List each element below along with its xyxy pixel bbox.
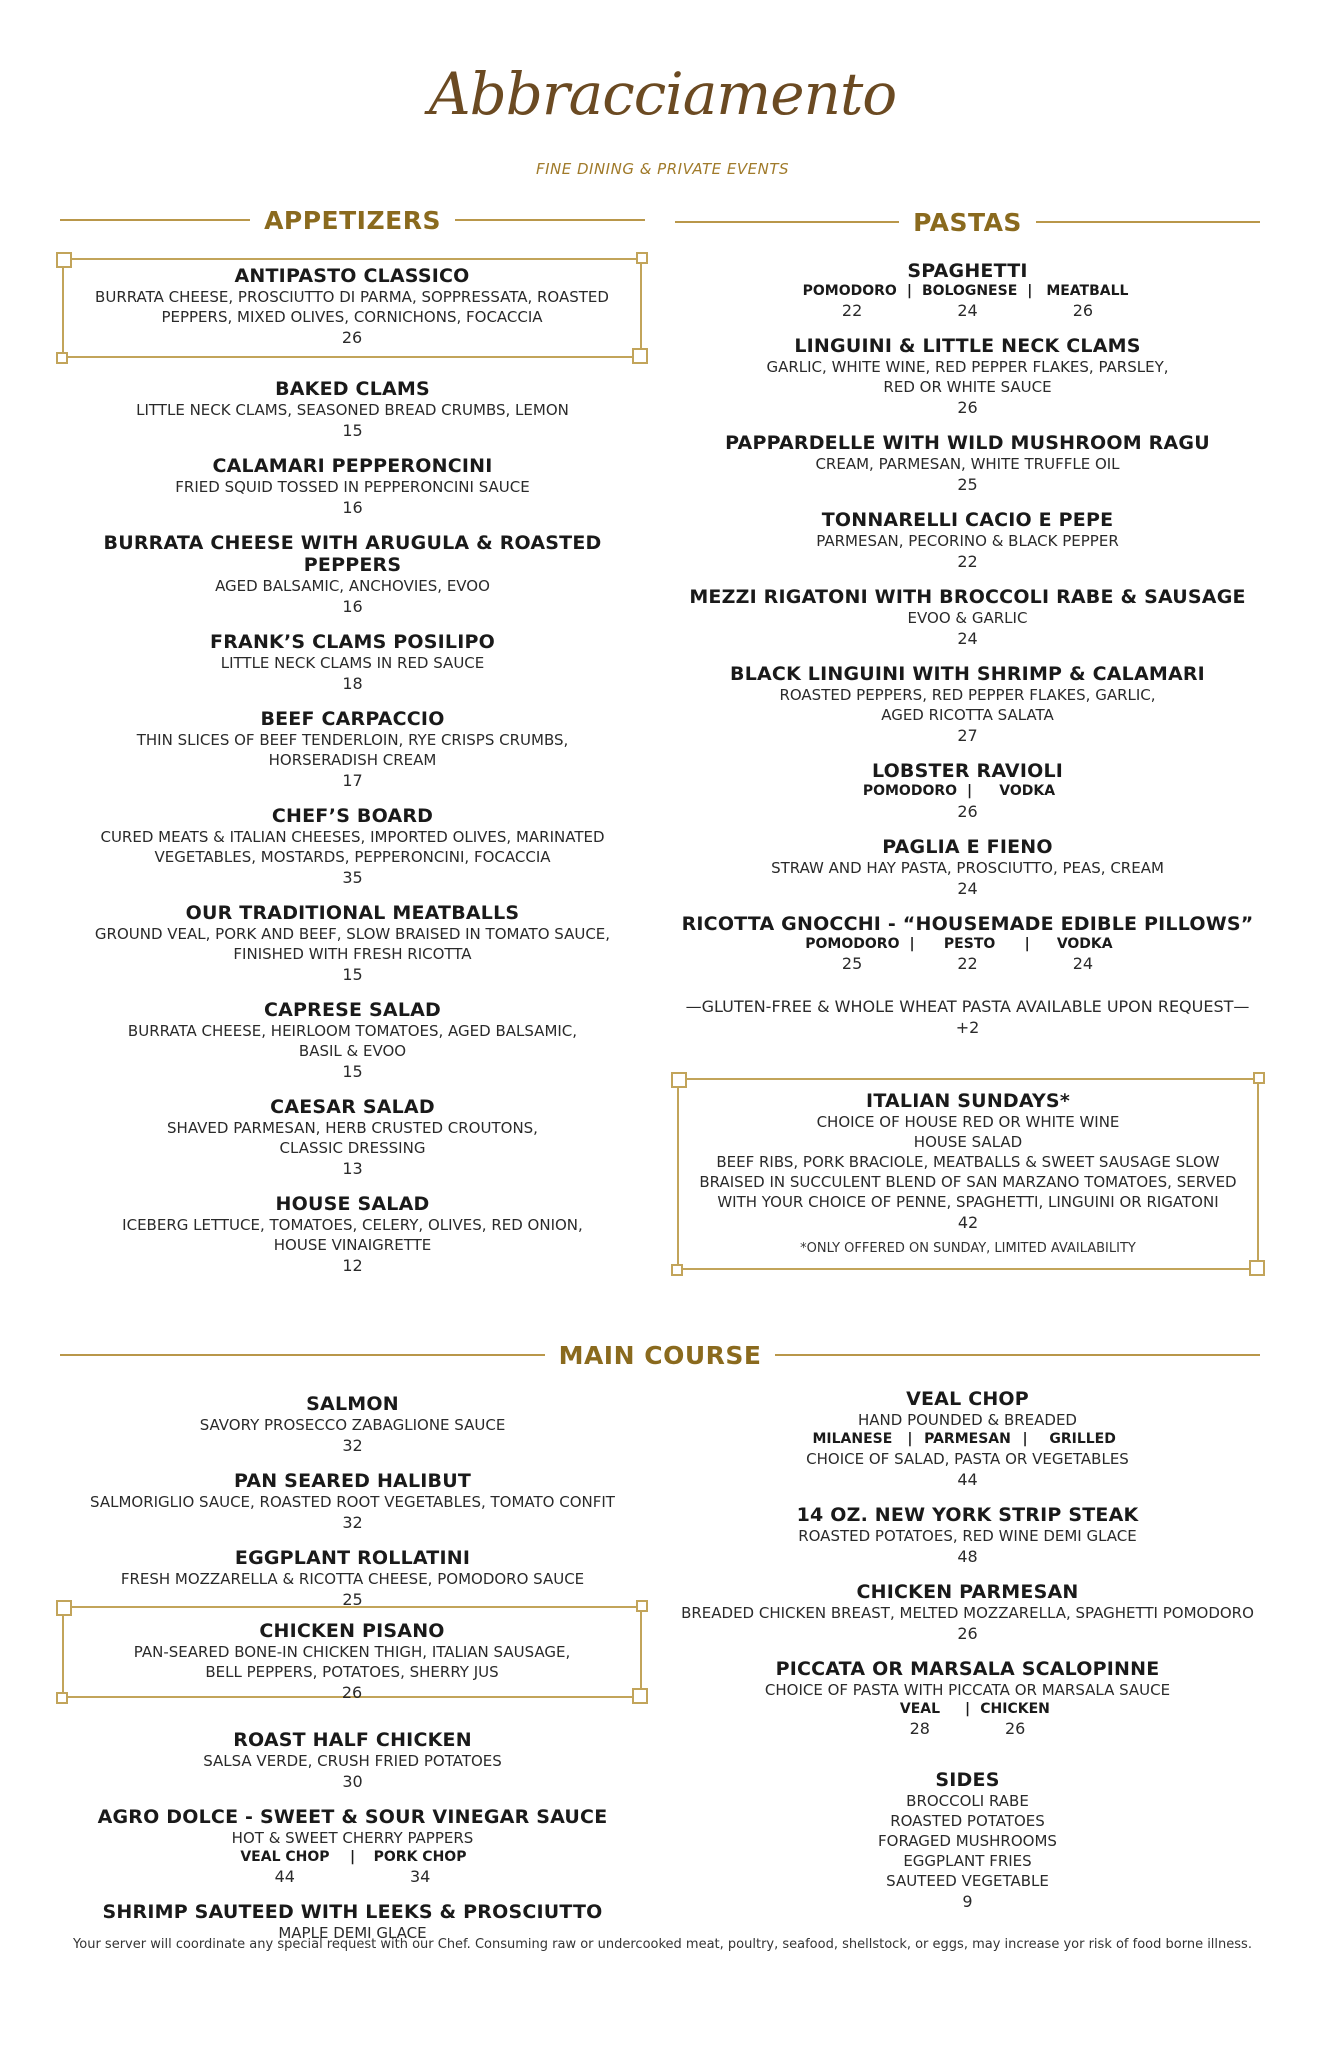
menu-item (60, 902, 645, 985)
option-price: 25 (841, 954, 863, 973)
item-desc: AGED BALSAMIC, ANCHOVIES, EVOO (215, 577, 490, 595)
item-desc: ROASTED POTATOES (890, 1812, 1045, 1830)
menu-item (675, 1581, 1260, 1644)
appetizers-heading (60, 205, 645, 235)
item-name: PAGLIA E FIENO (882, 836, 1053, 858)
item-desc: CHOICE OF SALAD, PASTA OR VEGETABLES (806, 1450, 1129, 1468)
divider (60, 1354, 545, 1356)
item-desc: BEEF RIBS, PORK BRACIOLE, MEATBALLS & SWEET SAUSAGE SLOW (716, 1153, 1220, 1171)
item-name: BLACK LINGUINI WITH SHRIMP & CALAMARI (730, 663, 1205, 685)
item-desc: PAN-SEARED BONE-IN CHICKEN THIGH, ITALIAN SAUSAGE, (133, 1643, 571, 1661)
appetizers-list (60, 378, 645, 1290)
item-price: 22 (957, 552, 978, 571)
item-desc: BURRATA CHEESE, PROSCIUTTO DI PARMA, SOPPRESSATA, ROASTED (95, 288, 609, 306)
divider (775, 1354, 1260, 1356)
item-desc: FORAGED MUSHROOMS (878, 1832, 1057, 1850)
option-label: POMODORO (802, 283, 897, 299)
item-desc: PARMESAN, PECORINO & BLACK PEPPER (816, 532, 1119, 550)
menu-item (60, 805, 645, 888)
item-options: POMODORO | BOLOGNESE | MEATBALL (675, 282, 1260, 301)
pasta-note (675, 996, 1260, 1038)
item-options: POMODORO | VODKA (675, 782, 1260, 801)
item-desc: EGGPLANT FRIES (903, 1852, 1032, 1870)
item-desc: BREADED CHICKEN BREAST, MELTED MOZZARELLA, SPAGHETTI POMODORO (681, 1604, 1254, 1622)
item-name: CHICKEN PARMESAN (856, 1581, 1079, 1603)
sundays-note: *ONLY OFFERED ON SUNDAY, LIMITED AVAILABILITY (800, 1241, 1136, 1256)
option-label: GRILLED (1049, 1431, 1116, 1447)
menu-item (60, 631, 645, 694)
item-desc: SAVORY PROSECCO ZABAGLIONE SAUCE (199, 1416, 506, 1434)
item-price: 16 (342, 597, 363, 616)
item-desc: ROASTED PEPPERS, RED PEPPER FLAKES, GARLIC, (779, 686, 1156, 704)
option-label: CHICKEN (980, 1701, 1050, 1717)
item-desc: VEGETABLES, MOSTARDS, PEPPERONCINI, FOCACCIA (154, 848, 551, 866)
item-name: ROAST HALF CHICKEN (233, 1729, 472, 1751)
item-name: VEAL CHOP (906, 1388, 1029, 1410)
option-prices (60, 1867, 645, 1887)
item-desc: GARLIC, WHITE WINE, RED PEPPER FLAKES, PARSLEY, (766, 358, 1169, 376)
option-label: BOLOGNESE (921, 283, 1018, 299)
option-label: POMODORO (862, 783, 958, 799)
item-desc: CHOICE OF PASTA WITH PICCATA OR MARSALA SAUCE (764, 1681, 1171, 1699)
item-price: 15 (342, 965, 363, 984)
item-price: 16 (342, 498, 363, 517)
item-desc: GROUND VEAL, PORK AND BEEF, SLOW BRAISED IN TOMATO SAUCE, (94, 925, 611, 943)
item-name: RICOTTA GNOCCHI - “HOUSEMADE EDIBLE PILLOWS” (681, 913, 1254, 935)
item-desc: BURRATA CHEESE, HEIRLOOM TOMATOES, AGED BALSAMIC, (127, 1022, 578, 1040)
item-price: 26 (957, 802, 978, 821)
item-name: CAPRESE SALAD (263, 999, 442, 1021)
item-name: 14 OZ. NEW YORK STRIP STEAK (796, 1504, 1139, 1526)
option-price: 22 (957, 954, 978, 973)
item-desc: ICEBERG LETTUCE, TOMATOES, CELERY, OLIVES, RED ONION, (122, 1216, 583, 1234)
option-price: 22 (841, 301, 863, 320)
item-name: LOBSTER RAVIOLI (871, 760, 1064, 782)
item-price: 32 (342, 1436, 363, 1455)
item-desc: STRAW AND HAY PASTA, PROSCIUTTO, PEAS, CREAM (771, 859, 1164, 877)
item-name: AGRO DOLCE - SWEET & SOUR VINEGAR SAUCE (97, 1806, 608, 1828)
tagline: FINE DINING & PRIVATE EVENTS (535, 160, 790, 178)
menu-item (675, 260, 1260, 321)
pastas-list (675, 260, 1260, 1052)
option-price: 24 (1072, 954, 1094, 973)
menu-item (60, 1193, 645, 1276)
item-price: 42 (957, 1213, 979, 1232)
item-desc: FRIED SQUID TOSSED IN PEPPERONCINI SAUCE (175, 478, 530, 496)
item-price: 32 (342, 1513, 363, 1532)
section-title: PASTAS (913, 207, 1022, 237)
item-desc: HAND POUNDED & BREADED (858, 1411, 1077, 1429)
item-price: 26 (341, 328, 363, 347)
note-text: —GLUTEN-FREE & WHOLE WHEAT PASTA AVAILABLE UPON REQUEST— (685, 997, 1250, 1016)
item-name: CHICKEN PISANO (259, 1620, 445, 1642)
option-label: VODKA (999, 783, 1056, 799)
item-price: 48 (957, 1547, 978, 1566)
item-desc: CREAM, PARMESAN, WHITE TRUFFLE OIL (815, 455, 1120, 473)
item-desc: SHAVED PARMESAN, HERB CRUSTED CROUTONS, (167, 1119, 538, 1137)
menu-item (675, 760, 1260, 822)
item-price: 15 (342, 421, 363, 440)
option-price: 44 (274, 1867, 295, 1886)
item-name: CAESAR SALAD (270, 1096, 435, 1118)
item-price: 24 (957, 879, 978, 898)
item-desc: SAUTEED VEGETABLE (886, 1872, 1049, 1890)
item-name: TONNARELLI CACIO E PEPE (821, 509, 1114, 531)
option-label: MEATBALL (1046, 283, 1129, 299)
item-name: SALMON (306, 1393, 399, 1415)
item-options: MILANESE | PARMESAN | GRILLED (675, 1430, 1260, 1449)
item-name: BAKED CLAMS (275, 378, 430, 400)
item-name: ITALIAN SUNDAYS* (866, 1090, 1070, 1112)
item-options: POMODORO | PESTO | VODKA (675, 935, 1260, 954)
item-options: VEAL CHOP | PORK CHOP (60, 1848, 645, 1867)
item-desc: BROCCOLI RABE (906, 1792, 1029, 1810)
menu-item (675, 663, 1260, 746)
divider (1036, 221, 1260, 223)
item-desc: LITTLE NECK CLAMS, SEASONED BREAD CRUMBS, LEMON (136, 401, 569, 419)
menu-item (675, 509, 1260, 572)
item-desc: RED OR WHITE SAUCE (883, 378, 1052, 396)
item-desc: LITTLE NECK CLAMS IN RED SAUCE (220, 654, 485, 672)
item-price: 12 (342, 1256, 363, 1275)
option-price: 24 (957, 301, 978, 320)
menu-item (60, 1393, 645, 1456)
item-desc: BRAISED IN SUCCULENT BLEND OF SAN MARZANO TOMATOES, SERVED (699, 1173, 1237, 1191)
item-desc: ROASTED POTATOES, RED WINE DEMI GLACE (798, 1527, 1137, 1545)
item-name: BEEF CARPACCIO (260, 708, 445, 730)
item-desc: HOT & SWEET CHERRY PAPPERS (231, 1829, 474, 1847)
option-price: 26 (1005, 1719, 1026, 1738)
main-right-list (675, 1388, 1260, 1926)
item-name: EGGPLANT ROLLATINI (234, 1547, 471, 1569)
item-desc: CLASSIC DRESSING (279, 1139, 426, 1157)
main-course-heading (60, 1340, 1260, 1370)
item-price: 26 (957, 1624, 978, 1643)
item-desc: BASIL & EVOO (298, 1042, 407, 1060)
item-price: 15 (342, 1062, 363, 1081)
item-name: BURRATA CHEESE WITH ARUGULA & ROASTED PEPPERS (103, 532, 602, 576)
item-name: PAN SEARED HALIBUT (233, 1470, 472, 1492)
item-name: MEZZI RIGATONI WITH BROCCOLI RABE & SAUSAGE (689, 586, 1246, 608)
item-desc: FINISHED WITH FRESH RICOTTA (233, 945, 472, 963)
divider (675, 221, 899, 223)
menu-item (675, 432, 1260, 495)
item-name: CALAMARI PEPPERONCINI (212, 455, 493, 477)
option-label: PESTO (943, 936, 996, 952)
item-desc: THIN SLICES OF BEEF TENDERLOIN, RYE CRISPS CRUMBS, (136, 731, 569, 749)
option-prices (675, 1719, 1260, 1739)
item-desc: AGED RICOTTA SALATA (881, 706, 1054, 724)
item-price: 13 (342, 1159, 363, 1178)
option-prices (675, 301, 1260, 321)
pastas-heading (675, 207, 1260, 237)
item-price: 25 (957, 475, 978, 494)
featured-main-frame (62, 1606, 642, 1702)
item-name: SHRIMP SAUTEED WITH LEEKS & PROSCIUTTO (102, 1901, 603, 1923)
logo (0, 60, 1325, 128)
item-name: SPAGHETTI (907, 260, 1028, 282)
option-label: VODKA (1056, 936, 1113, 952)
item-desc: CHOICE OF HOUSE RED OR WHITE WINE (816, 1113, 1120, 1131)
menu-item (60, 1470, 645, 1533)
item-desc: HOUSE VINAIGRETTE (273, 1236, 432, 1254)
option-price: 26 (1072, 301, 1094, 320)
menu-item (60, 708, 645, 791)
option-label: PARMESAN (924, 1431, 1011, 1447)
item-options: VEAL | CHICKEN (675, 1700, 1260, 1719)
divider (455, 219, 645, 221)
item-price: 35 (342, 868, 363, 887)
option-price: 34 (410, 1867, 431, 1886)
item-name: SIDES (935, 1769, 1000, 1791)
menu-item (60, 455, 645, 518)
menu-item (675, 1504, 1260, 1567)
item-name: PICCATA OR MARSALA SCALOPINNE (775, 1658, 1160, 1680)
divider (60, 219, 250, 221)
logo-script: Abbracciamento (428, 60, 897, 128)
item-desc: CURED MEATS & ITALIAN CHEESES, IMPORTED OLIVES, MARINATED (100, 828, 605, 846)
item-name: OUR TRADITIONAL MEATBALLS (185, 902, 520, 924)
menu-item (60, 1547, 645, 1610)
item-desc: SALMORIGLIO SAUCE, ROASTED ROOT VEGETABLES, TOMATO CONFIT (90, 1493, 615, 1511)
menu-item (60, 999, 645, 1082)
item-desc: FRESH MOZZARELLA & RICOTTA CHEESE, POMODORO SAUCE (120, 1570, 585, 1588)
item-price: 18 (342, 674, 363, 693)
item-price: 25 (342, 1590, 363, 1609)
item-desc: PEPPERS, MIXED OLIVES, CORNICHONS, FOCACCIA (161, 308, 543, 326)
option-price: 28 (909, 1719, 930, 1738)
item-desc: WITH YOUR CHOICE OF PENNE, SPAGHETTI, LINGUINI OR RIGATONI (717, 1193, 1219, 1211)
option-prices (675, 954, 1260, 974)
menu-item (675, 586, 1260, 649)
item-price: 44 (957, 1470, 978, 1489)
item-price: 17 (342, 771, 363, 790)
item-price: 24 (957, 629, 978, 648)
item-desc: SALSA VERDE, CRUSH FRIED POTATOES (203, 1752, 502, 1770)
section-title: APPETIZERS (264, 205, 441, 235)
menu-item (60, 532, 645, 617)
item-desc: EVOO & GARLIC (907, 609, 1028, 627)
item-name: CHEF’S BOARD (271, 805, 434, 827)
menu-item (60, 1096, 645, 1179)
item-desc: MAPLE DEMI GLACE (278, 1924, 427, 1942)
note-price: +2 (955, 1018, 980, 1037)
item-price: 30 (342, 1772, 363, 1791)
menu-item (60, 1806, 645, 1887)
menu-item (675, 1658, 1260, 1739)
menu-item (675, 1388, 1260, 1490)
item-desc: HORSERADISH CREAM (268, 751, 437, 769)
item-price: 27 (957, 726, 978, 745)
option-label: VEAL CHOP (240, 1849, 330, 1865)
featured-appetizer-frame (62, 258, 642, 358)
item-desc: BELL PEPPERS, POTATOES, SHERRY JUS (205, 1663, 499, 1681)
main-left-list-lower (60, 1729, 645, 1957)
menu-item (675, 836, 1260, 899)
item-price: 9 (962, 1892, 973, 1911)
option-label: VEAL (899, 1701, 941, 1717)
sides-block (675, 1769, 1260, 1912)
option-label: POMODORO (805, 936, 900, 952)
item-name: HOUSE SALAD (275, 1193, 430, 1215)
menu-item (675, 335, 1260, 418)
section-title: MAIN COURSE (558, 1340, 762, 1370)
menu-item (60, 378, 645, 441)
item-name: FRANK’S CLAMS POSILIPO (210, 631, 495, 653)
item-price: 26 (957, 398, 978, 417)
item-name: PAPPARDELLE WITH WILD MUSHROOM RAGU (725, 432, 1210, 454)
item-name: LINGUINI & LITTLE NECK CLAMS (794, 335, 1141, 357)
option-label: PORK CHOP (373, 1849, 467, 1865)
menu-item (675, 913, 1260, 974)
main-left-list (60, 1393, 645, 1624)
item-name: ANTIPASTO CLASSICO (234, 265, 470, 287)
item-price: 26 (341, 1683, 363, 1702)
item-desc: HOUSE SALAD (913, 1133, 1023, 1151)
footer-disclaimer: Your server will coordinate any special request with our Chef. Consuming raw or undercooked meat, poultry, seafood, shellstock, or eggs, may increase yor risk of food borne illness. (73, 1937, 1252, 1952)
menu-item (60, 1729, 645, 1792)
option-label: MILANESE (812, 1431, 893, 1447)
italian-sundays-frame (677, 1078, 1259, 1270)
